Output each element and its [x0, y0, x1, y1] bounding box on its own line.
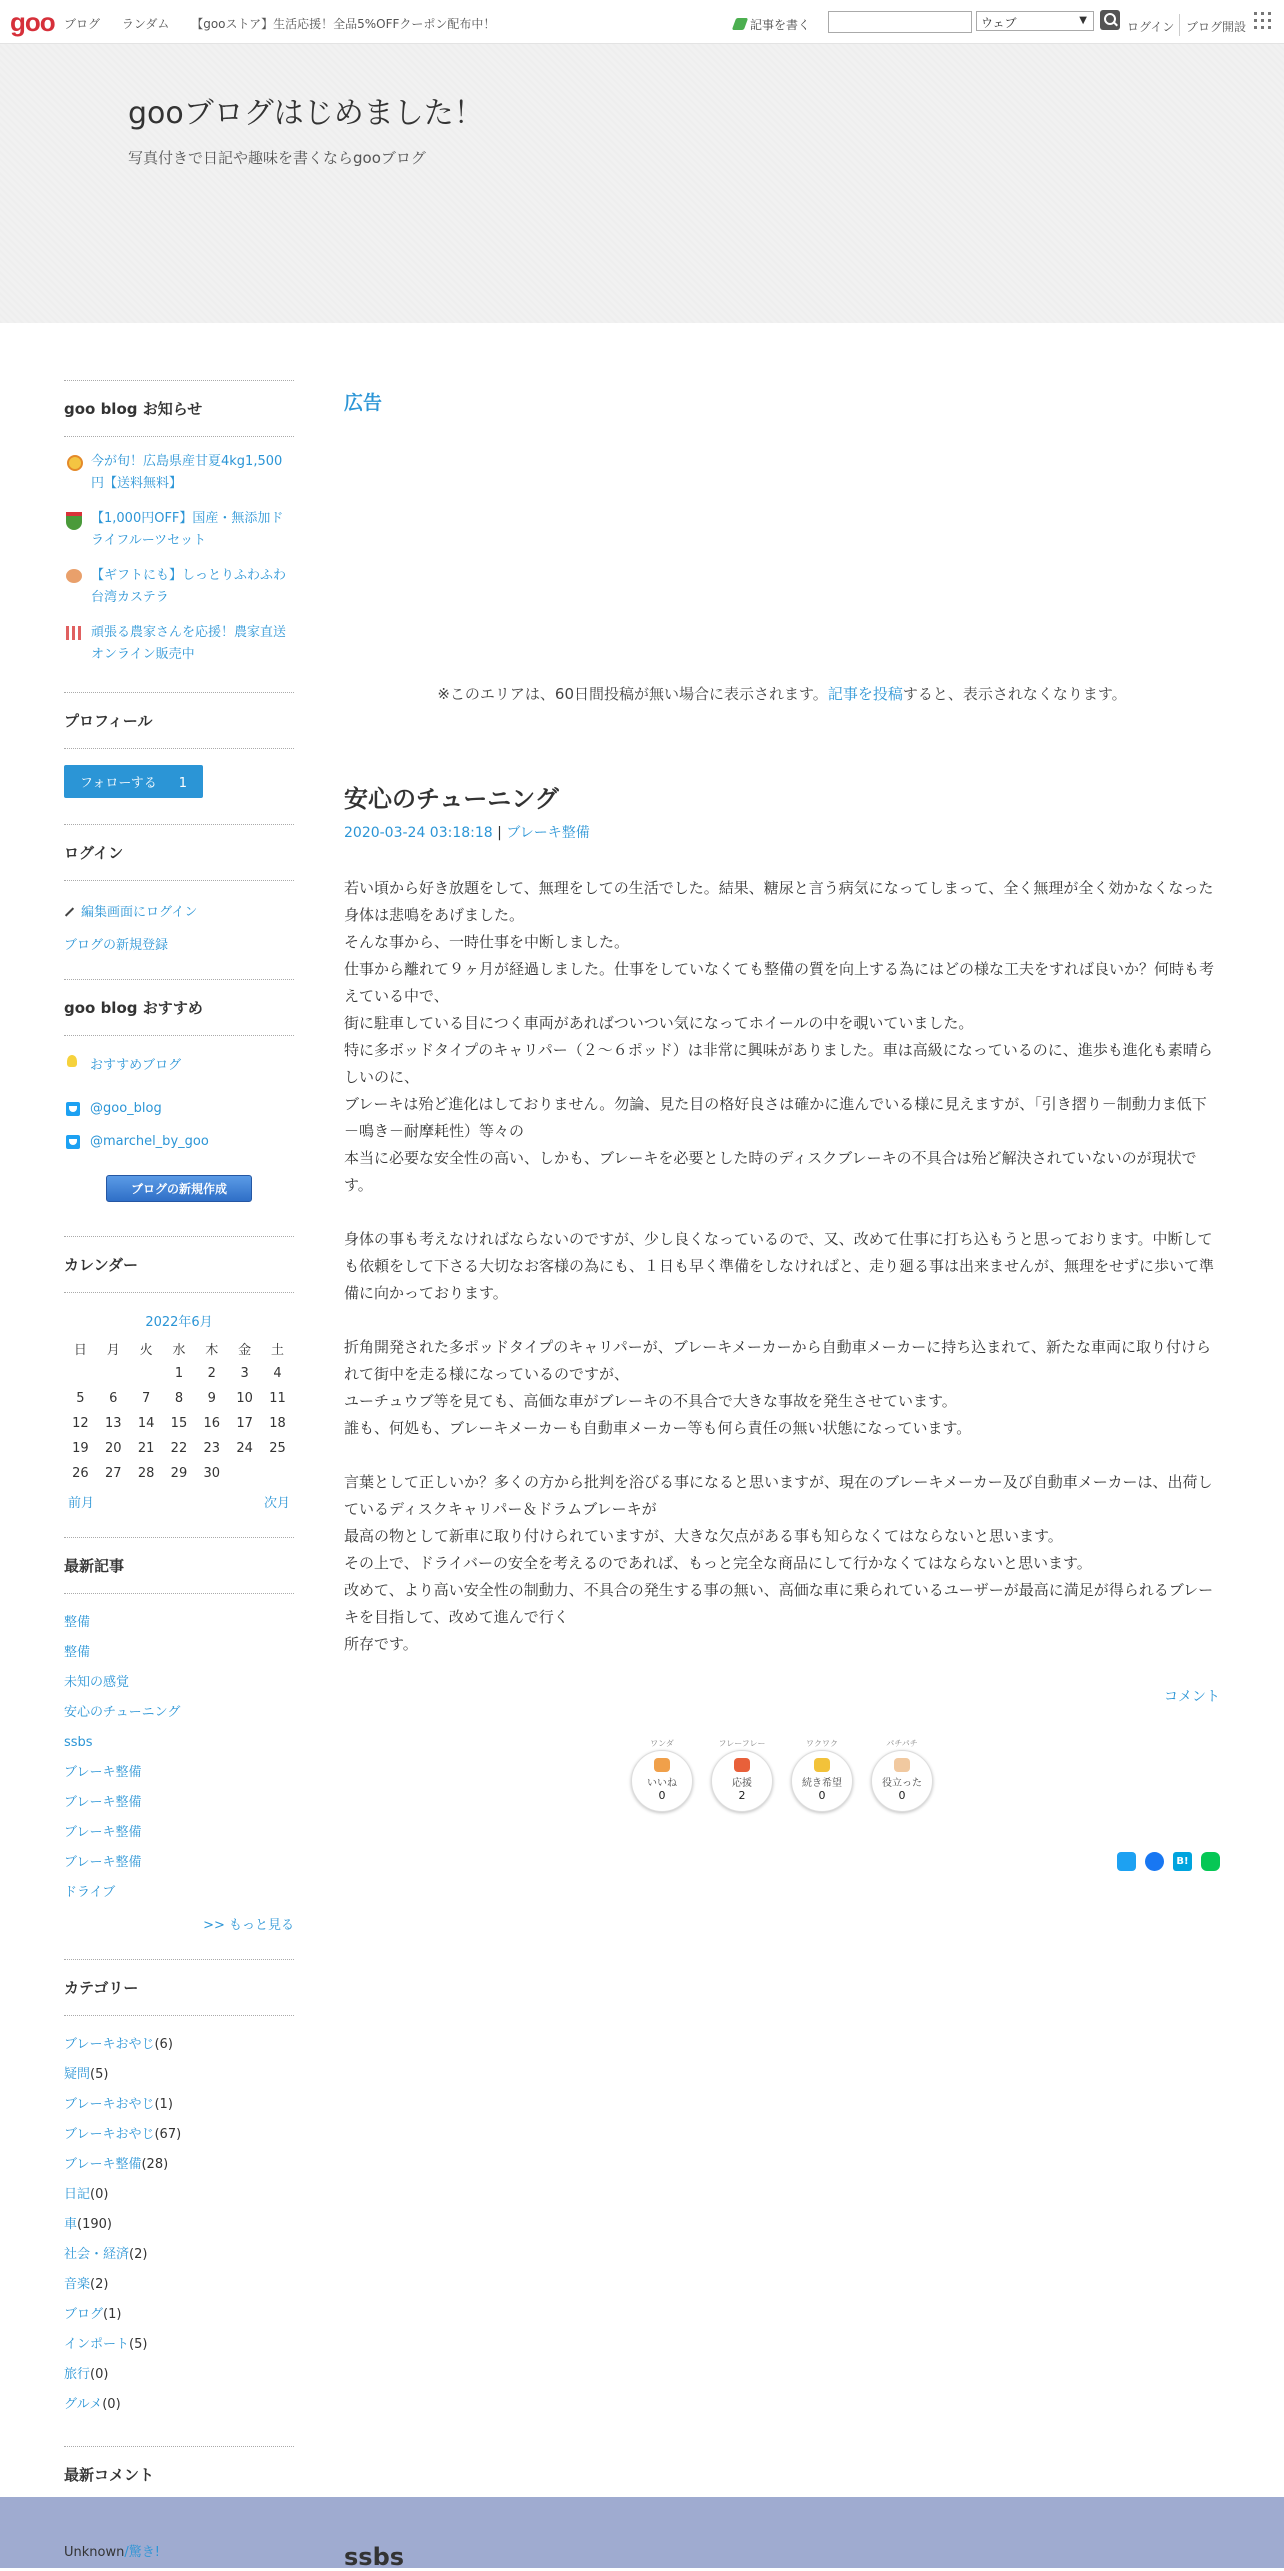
post-category-link[interactable]: ブレーキ整備	[506, 825, 590, 841]
category-count: (5)	[90, 2067, 109, 2082]
post-line: 若い頃から好き放題をして、無理をしての生活でした。結果、糖尿と言う病気になってしまって、全く無理が全く効かなくなった身体は悲鳴をあげました。	[344, 879, 1214, 924]
category-count: (1)	[154, 2097, 173, 2112]
top-bar	[0, 0, 1284, 44]
calendar-day	[261, 1461, 294, 1486]
reaction-emoji-icon	[654, 1758, 670, 1772]
reaction-caption: フレーフレー	[718, 1739, 766, 1748]
sidebar	[64, 380, 294, 2420]
calendar-day: 17	[236, 1416, 253, 1431]
recent-post-link[interactable]: ブレーキ整備	[64, 1855, 142, 1870]
calendar-day: 18	[269, 1416, 286, 1431]
category-item[interactable]	[64, 2150, 294, 2180]
reaction-label: 応援	[732, 1778, 752, 1789]
calendar-day	[130, 1361, 163, 1386]
weekday: 火	[139, 1343, 153, 1358]
reaction-label: 役立った	[882, 1778, 922, 1789]
calendar-day: 4	[273, 1366, 282, 1381]
calendar-day: 19	[72, 1441, 89, 1456]
category-name: ブログ	[64, 2307, 104, 2322]
category-name: インポート	[64, 2337, 130, 2352]
blog-header	[0, 44, 1284, 323]
post-line: その上で、ドライバーの安全を考えるのであれば、もっと完全な商品にして行かなくてはならないと思います。	[344, 1554, 1092, 1572]
reaction-button[interactable]	[631, 1739, 693, 1812]
category-item[interactable]	[64, 2240, 294, 2270]
twitter-icon	[66, 1102, 80, 1116]
weekday: 水	[172, 1343, 186, 1358]
post-line: 仕事から離れて９ヶ月が経過しました。仕事をしていなくても整備の質を向上する為にはどの様な工夫をすれば良いか？何時も考えている中で、	[344, 960, 1215, 1005]
calendar-day: 26	[72, 1466, 89, 1481]
category-item[interactable]	[64, 2300, 294, 2330]
notice-item[interactable]: 今が旬！広島県産甘夏4kg1,500円【送料無料】	[64, 451, 294, 495]
reaction-label: いいね	[647, 1778, 677, 1789]
create-new-blog-button[interactable]: ブログの新規作成	[106, 1175, 252, 1202]
calendar-day: 21	[137, 1441, 155, 1456]
weekday: 土	[271, 1343, 285, 1358]
calendar-day: 25	[269, 1441, 286, 1456]
calendar-day: 16	[203, 1416, 221, 1431]
calendar-day: 30	[203, 1466, 221, 1481]
login-link[interactable]: ログイン	[1127, 20, 1175, 34]
category-name: 車	[64, 2217, 78, 2232]
category-count: (2)	[129, 2247, 148, 2262]
login-heading: ログイン	[64, 824, 294, 881]
post-line: 特に多ボッドタイプのキャリパー（２～６ポッド）は非常に興味がありました。車は高級になっているのに、進歩も進化も素晴らしいのに、	[344, 1041, 1213, 1086]
calendar-day: 12	[72, 1416, 89, 1431]
category-item[interactable]	[64, 2210, 294, 2240]
follower-count: 1	[178, 776, 187, 791]
line-share-icon[interactable]	[1201, 1852, 1220, 1871]
search-type-select[interactable]	[976, 11, 1094, 31]
recent-posts-list	[64, 1608, 294, 1908]
category-count: (6)	[154, 2037, 173, 2052]
twitter-goo-blog-link[interactable]: @goo_blog	[64, 1101, 294, 1116]
post-line: 街に駐車している目につく車両があればついつい気になってホイールの中を覗いていました。	[344, 1014, 974, 1032]
calendar-day: 10	[236, 1391, 253, 1406]
category-item[interactable]	[64, 2360, 294, 2390]
calendar-day: 9	[207, 1391, 216, 1406]
calendar-day: 11	[269, 1391, 286, 1406]
calendar-days	[64, 1361, 294, 1486]
calendar-day: 2	[207, 1366, 216, 1381]
category-name: グルメ	[64, 2397, 103, 2412]
twitter-icon	[66, 1135, 80, 1149]
category-count: (5)	[129, 2337, 148, 2352]
facebook-share-icon[interactable]	[1145, 1852, 1164, 1871]
recent-post-link[interactable]: ブレーキ整備	[64, 1825, 142, 1840]
weekday: 金	[238, 1343, 252, 1358]
calendar-table	[64, 1336, 294, 1486]
reaction-count: 0	[658, 1789, 666, 1802]
prev-month-link[interactable]: 前月	[68, 1496, 95, 1511]
reaction-button[interactable]	[871, 1739, 933, 1812]
latest-comment-item[interactable]	[64, 2541, 160, 2560]
calendar-heading: カレンダー	[64, 1236, 294, 1293]
chevron-down-icon: ▼	[1079, 15, 1087, 26]
nav-store-promo[interactable]: 【gooストア】生活応援！全品5%OFFクーポン配布中！	[191, 17, 496, 31]
follow-label: フォローする	[80, 776, 157, 791]
recent-post-link[interactable]: ssbs	[64, 1735, 93, 1750]
calendar-day: 6	[109, 1391, 118, 1406]
reaction-count: 2	[738, 1789, 746, 1802]
weekday: 木	[205, 1343, 219, 1358]
divider	[1179, 14, 1180, 36]
category-name: ブレーキおやじ	[64, 2127, 155, 2142]
watermelon-icon	[66, 512, 82, 530]
notice-item[interactable]: 【1,000円OFF】国産・無添加ドライフルーツセット	[64, 508, 294, 552]
main-content	[344, 380, 1220, 1871]
top-nav	[64, 15, 513, 32]
category-count: (0)	[102, 2397, 121, 2412]
category-item[interactable]	[64, 2060, 294, 2090]
category-item[interactable]	[64, 2180, 294, 2210]
category-item[interactable]	[64, 2120, 294, 2150]
post-line: 最高の物として新車に取り付けられていますが、大きな欠点がある事も知らなくてはならないと思います。	[344, 1527, 1063, 1545]
calendar-day: 1	[174, 1366, 184, 1381]
post-date[interactable]: 2020-03-24 03:18:18	[344, 825, 493, 841]
new-register-link[interactable]: ブログの新規登録	[64, 938, 169, 953]
calendar-day: 24	[236, 1441, 253, 1456]
calendar-day: 13	[104, 1416, 122, 1431]
ad-heading: 広告	[344, 392, 383, 414]
notice-item[interactable]: 頑張る農家さんを応援！農家直送オンライン販売中	[64, 622, 294, 666]
profile-heading: プロフィール	[64, 692, 294, 749]
calendar-day: 8	[174, 1391, 184, 1406]
category-name: 疑問	[64, 2067, 91, 2082]
follow-button[interactable]	[64, 765, 203, 798]
goo-logo[interactable]: goo	[10, 7, 55, 37]
edit-login-link[interactable]: 編集画面にログイン	[64, 901, 294, 920]
post-title[interactable]: 安心のチューニング	[344, 785, 559, 813]
category-name: 日記	[64, 2187, 91, 2202]
calendar-day: 15	[170, 1416, 188, 1431]
calendar-day: 27	[104, 1466, 122, 1481]
category-item[interactable]	[64, 2030, 294, 2060]
category-count: (190)	[77, 2217, 112, 2232]
more-posts-link[interactable]: >> もっと見る	[203, 1918, 294, 1933]
reaction-buttons	[344, 1739, 1220, 1812]
category-name: ブレーキおやじ	[64, 2037, 155, 2052]
lightbulb-icon	[67, 1055, 77, 1067]
category-name: 社会・経済	[64, 2247, 130, 2262]
write-post-link[interactable]	[734, 16, 810, 33]
vegetable-icon	[66, 626, 82, 640]
post-line: 誰も、何処も、ブレーキメーカーも自動車メーカー等も何ら責任の無い状態になっています。	[344, 1419, 972, 1437]
recent-post-link[interactable]: 整備	[64, 1645, 91, 1660]
calendar-day: 28	[137, 1466, 155, 1481]
nav-blog[interactable]: ブログ	[64, 17, 101, 31]
reaction-caption: パチパチ	[886, 1739, 918, 1748]
calendar-day	[64, 1361, 97, 1386]
calendar-day	[228, 1461, 261, 1486]
recent-post-link[interactable]: 整備	[64, 1615, 91, 1630]
calendar-day: 29	[170, 1466, 188, 1481]
category-item[interactable]	[64, 2390, 294, 2420]
reaction-caption: ワンダ	[650, 1739, 674, 1748]
recommended-blogs-link[interactable]: おすすめブログ	[64, 1054, 294, 1073]
nav-random[interactable]: ランダム	[121, 17, 170, 31]
reaction-label: 続き希望	[802, 1778, 842, 1789]
post-body	[344, 875, 1220, 1658]
category-count: (2)	[90, 2277, 109, 2292]
calendar-day: 3	[240, 1366, 249, 1381]
recent-post-link[interactable]: ブレーキ整備	[64, 1765, 142, 1780]
post-line: ブレーキは殆ど進化はしておりません。勿論、見た目の格好良さは確かに進んでいる様に見えますが、「引き摺り－制動力ま低下－鳴き－耐摩耗性）等々の	[344, 1095, 1207, 1140]
next-month-link[interactable]: 次月	[263, 1496, 290, 1511]
search-type-value: ウェブ	[981, 16, 1017, 30]
twitter-marchel-link[interactable]: @marchel_by_goo	[64, 1134, 294, 1149]
post-paragraph	[344, 1334, 1220, 1442]
search-input[interactable]	[828, 11, 972, 33]
latest-comments-heading: 最新コメント	[64, 2446, 294, 2503]
category-item[interactable]	[64, 2330, 294, 2360]
notice-item[interactable]: 【ギフトにも】しっとりふわふわ台湾カステラ	[64, 565, 294, 609]
pen-icon	[65, 907, 74, 916]
calendar-month[interactable]: 2022年6月	[145, 1315, 213, 1330]
dog-icon	[66, 569, 82, 583]
category-name: 音楽	[64, 2277, 91, 2292]
category-name: 旅行	[64, 2367, 91, 2382]
category-count: (0)	[90, 2187, 109, 2202]
calendar-day: 22	[170, 1441, 188, 1456]
reaction-button[interactable]	[791, 1739, 853, 1812]
category-item[interactable]	[64, 2090, 294, 2120]
latest-comments-section	[64, 2446, 294, 2503]
calendar-day: 23	[203, 1441, 221, 1456]
category-name: ブレーキおやじ	[64, 2097, 155, 2112]
category-heading: カテゴリー	[64, 1959, 294, 2016]
reaction-caption: ワクワク	[806, 1739, 838, 1748]
post-line: 改めて、より高い安全性の制動力、不具合の発生する事の無い、高価な車に乗られているユーザーが最高に満足が得られるブレーキを目指して、改めて進んで行く	[344, 1581, 1214, 1626]
post-line: そんな事から、一時仕事を中断しました。	[344, 933, 630, 951]
reaction-button[interactable]	[711, 1739, 773, 1812]
recent-post-link[interactable]: 安心のチューニング	[64, 1705, 181, 1720]
category-count: (0)	[90, 2367, 109, 2382]
post-paragraph	[344, 875, 1220, 1199]
hatena-bookmark-icon[interactable]: B!	[1173, 1852, 1192, 1871]
reaction-emoji-icon	[894, 1758, 910, 1772]
pencil-icon	[732, 18, 748, 30]
post-line: 本当に必要な安全性の高い、しかも、ブレーキを必要とした時のディスクブレーキの不具合は殆ど解決されていないのが現状です。	[344, 1149, 1197, 1194]
post-meta	[344, 822, 1220, 842]
post-line: ユーチュウブ等を見ても、高価な車がブレーキの不具合で大きな事故を発生させています。	[344, 1392, 957, 1410]
category-count: (67)	[154, 2127, 182, 2142]
post-line: 折角開発された多ポッドタイプのキャリパーが、ブレーキメーカーから自動車メーカーに持ち込まれて、新たな車両に取り付けられて街中を走る様になっているのですが、	[344, 1338, 1212, 1383]
reaction-count: 0	[898, 1789, 906, 1802]
blog-description: 写真付きで日記や趣味を書くならgooブログ	[128, 149, 426, 167]
weekday: 日	[73, 1343, 87, 1358]
recent-post-link[interactable]: 未知の感覚	[64, 1675, 130, 1690]
recent-post-link[interactable]: ブレーキ整備	[64, 1795, 142, 1810]
reaction-emoji-icon	[814, 1758, 830, 1772]
search-icon[interactable]	[1100, 10, 1120, 30]
meta-separator: |	[497, 825, 502, 841]
category-count: (1)	[103, 2307, 122, 2322]
comment-post-link[interactable]: /驚き!	[124, 2545, 160, 2560]
post-paragraph	[344, 1226, 1220, 1307]
reaction-count: 0	[818, 1789, 826, 1802]
blog-title[interactable]: gooブログはじめました！	[128, 96, 484, 131]
comment-author: Unknown	[64, 2545, 125, 2560]
next-post-title[interactable]: ssbs	[344, 2543, 405, 2571]
category-count: (28)	[141, 2157, 169, 2172]
notice-list	[64, 451, 294, 666]
calendar-day: 14	[137, 1416, 155, 1431]
post-line: 身体の事も考えなければならないのですが、少し良くなっているので、又、改めて仕事に打ち込もうと思っております。中断しても依頼をして下さる大切なお客様の為にも、１日も早く準備をしなければと、走り廻る事は出来ませんが、無理をせずに歩いて準備に向かっております。	[344, 1230, 1215, 1302]
recent-posts-heading: 最新記事	[64, 1537, 294, 1594]
weekday: 月	[106, 1343, 120, 1358]
ad-note: ※このエリアは、60日間投稿が無い場合に表示されます。記事を投稿すると、表示されなくなります。	[437, 685, 1127, 703]
calendar-nav	[68, 1492, 290, 1511]
post-paragraph	[344, 1469, 1220, 1658]
category-name: ブレーキ整備	[64, 2157, 142, 2172]
calendar-day	[97, 1361, 130, 1386]
category-item[interactable]	[64, 2270, 294, 2300]
calendar-day: 5	[76, 1391, 85, 1406]
share-buttons	[344, 1852, 1220, 1871]
write-post-inline-link[interactable]: 記事を投稿	[827, 685, 903, 703]
calendar-day: 7	[141, 1391, 151, 1406]
open-blog-link[interactable]: ブログ開設	[1186, 20, 1247, 34]
recommend-heading: goo blog おすすめ	[64, 979, 294, 1036]
calendar-day: 20	[104, 1441, 122, 1456]
recent-post-link[interactable]: ドライブ	[64, 1885, 116, 1900]
bottom-overlay-band	[0, 2497, 1284, 2568]
post-line: 言葉として正しいか？多くの方から批判を浴びる事になると思いますが、現在のブレーキメーカー及び自動車メーカーは、出荷しているディスクキャリパー＆ドラムブレーキが	[344, 1473, 1213, 1518]
category-list	[64, 2030, 294, 2420]
post-line: 所存です。	[344, 1635, 418, 1653]
write-post-label: 記事を書く	[750, 18, 811, 32]
comment-link[interactable]: コメント	[1164, 1689, 1220, 1705]
reaction-emoji-icon	[734, 1758, 750, 1772]
sun-icon	[67, 455, 83, 471]
notice-heading: goo blog お知らせ	[64, 380, 294, 437]
twitter-share-icon[interactable]	[1117, 1852, 1136, 1871]
apps-grid-icon[interactable]	[1254, 12, 1272, 30]
